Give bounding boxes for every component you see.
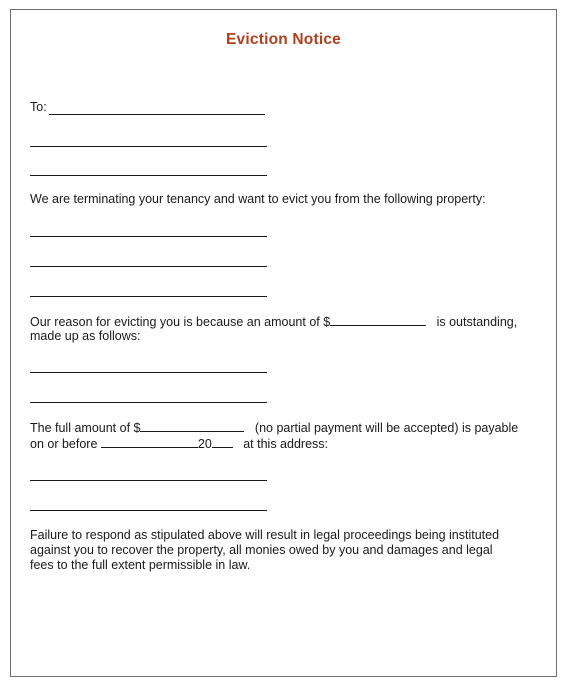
failure-paragraph-line-2: against you to recover the property, all monies owed by you and damages and legal — [30, 543, 493, 557]
to-address-line-2[interactable] — [30, 175, 267, 176]
payment-text-start: The full amount of $ — [30, 421, 141, 435]
payment-year-blank[interactable] — [212, 436, 233, 448]
reason-paragraph-line-2: made up as follows: — [30, 329, 141, 343]
notice-title: Eviction Notice — [226, 31, 341, 48]
payment-address-line-1[interactable] — [30, 480, 267, 481]
reason-text-end: is outstanding, — [436, 315, 518, 329]
payment-year-prefix: 20 — [197, 437, 212, 451]
reason-line-1[interactable] — [30, 372, 267, 373]
reason-text-start: Our reason for evicting you is because an amount of $ — [30, 315, 331, 329]
reason-paragraph-line-1 — [30, 314, 517, 330]
property-line-2[interactable] — [30, 266, 267, 267]
failure-paragraph-line-3: fees to the full extent permissible in law. — [30, 558, 251, 572]
full-amount-blank[interactable] — [140, 420, 244, 432]
payment-paragraph-line-1 — [30, 420, 518, 436]
payment-date-blank[interactable] — [101, 436, 198, 448]
payment-paragraph-line-2 — [30, 436, 328, 452]
to-address-line-1[interactable] — [30, 146, 267, 147]
payment-text-end: (no partial payment will be accepted) is payable — [254, 421, 519, 435]
property-paragraph: We are terminating your tenancy and want to evict you from the following property: — [30, 192, 486, 206]
to-label: To: — [30, 100, 47, 114]
to-name-line[interactable] — [49, 114, 265, 115]
payment-address-line-2[interactable] — [30, 510, 267, 511]
property-line-3[interactable] — [30, 296, 267, 297]
payment-date-label: on or before — [30, 437, 98, 451]
failure-paragraph-line-1: Failure to respond as stipulated above will result in legal proceedings being instituted — [30, 528, 500, 542]
notice-page — [10, 9, 557, 677]
reason-line-2[interactable] — [30, 402, 267, 403]
property-line-1[interactable] — [30, 236, 267, 237]
amount-outstanding-blank[interactable] — [330, 314, 426, 326]
payment-address-label: at this address: — [243, 437, 328, 451]
